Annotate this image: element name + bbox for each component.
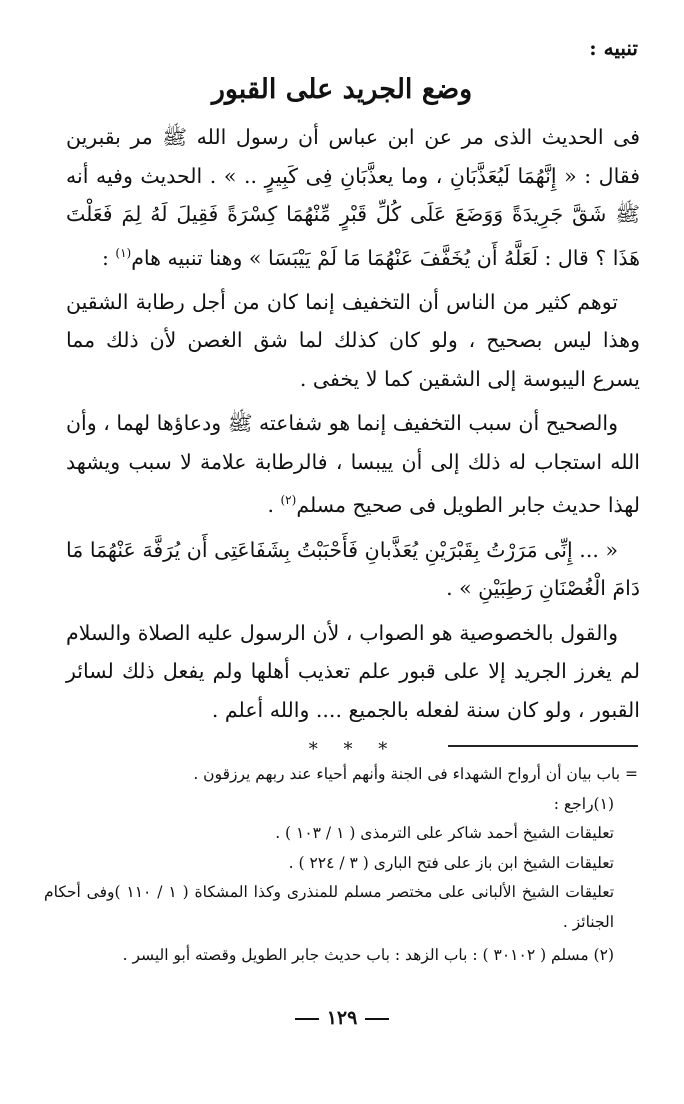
paragraph-1 (66, 118, 640, 277)
footnote-1-line-1: تعليقات الشيخ أحمد شاكر على الترمذى ( ١ / ١٠٣ ) . (275, 824, 614, 842)
footnotes (44, 760, 638, 971)
paragraph-1-text: فى الحديث الذى مر عن ابن عباس أن رسول الله ﷺ مر بقبرين فقال : « إِنَّهُمَا لَيُعَذَّبَانِ ، وما يعذَّبَانِ فِى كَبِيرٍ .. » . الحديث وفيه أنه ﷺ شَقَّ جَرِيدَةً وَوَضَعَ عَلَى كُلِّ قَبْرٍ مِّنْهُمَا كِسْرَةً فَقِيلَ لَهُ لِمَ فَعَلْتَ هَذَا ؟ قال : لَعَلَّهُ أَن يُخَفَّفَ عَنْهُمَا مَا لَمْ يَيْبَسَا » وهنا تنبيه هام (66, 125, 640, 270)
section-stars: * * * (308, 739, 398, 761)
main-text (66, 118, 640, 765)
section-title: وضع الجريد على القبور (211, 74, 473, 105)
paragraph-3-text: والصحيح أن سبب التخفيف إنما هو شفاعته ﷺ ودعاؤها لهما ، وأن الله استجاب له ذلك إلى أن ييبسا ، فالرطابة علامة لا سبب ويشهد لهذا حديث جابر الطويل فى صحيح مسلم (66, 411, 640, 518)
footnote-ref-2: (٢) (280, 493, 297, 508)
paragraph-1-end: : (101, 245, 116, 270)
paragraph-3-end: . (267, 493, 281, 518)
page-number-value: ١٢٩ (326, 1007, 358, 1029)
paragraph-2: توهم كثير من الناس أن التخفيف إنما كان من أجل رطابة الشقين وهذا ليس بصحيح ، ولو كان كذلك لما شق الغصن لأن ذلك مما يسرع اليبوسة إلى الشقين كما لا يخفى . (66, 289, 640, 391)
page-number (0, 1003, 684, 1033)
page-number-dash-right (365, 1018, 389, 1020)
footnote-1-line-3: تعليقات الشيخ الألبانى على مختصر مسلم للمنذرى وكذا المشكاة ( ١ / ١١٠ )وفى أحكام الجنائز . (44, 883, 615, 931)
hadith-quote: « ... إِنِّى مَرَرْتُ بِقَبْرَيْنِ يُعَذَّبانِ فَأَحْبَبْتُ بِشَفَاعَتِى أَن يُرَفَّهَ عَنْهُمَا مَا دَامَ الْغُصْنَانِ رَطِبَيْنِ » . (66, 537, 640, 601)
footnote-continuation: = باب بيان أن أرواح الشهداء فى الجنة وأنهم أحياء عند ربهم يرزقون . (193, 765, 638, 783)
footnote-1-line-2: تعليقات الشيخ ابن باز على فتح البارى ( ٣ / ٢٢٤ ) . (288, 853, 614, 872)
paragraph-4: والقول بالخصوصية هو الصواب ، لأن الرسول عليه الصلاة والسلام لم يغرز الجريد إلا على قبور علم تعذيب أهلها ولم يفعل ذلك لسائر القبور ، ولو كان سنة لفعله بالجميع .... والله أعلم . (66, 620, 640, 722)
note-label: تنبيه : (589, 36, 638, 60)
footnote-separator (448, 745, 638, 747)
footnote-1-head: (١)راجع : (553, 794, 614, 813)
footnote-2: (٢) مسلم ( ٣٠١٠٢ ) : باب الزهد : باب حديث جابر الطويل وقصته أبو اليسر . (122, 946, 614, 964)
page-number-dash-left (295, 1018, 319, 1020)
footnote-ref-1: (١) (115, 245, 132, 260)
paragraph-3 (66, 404, 640, 524)
